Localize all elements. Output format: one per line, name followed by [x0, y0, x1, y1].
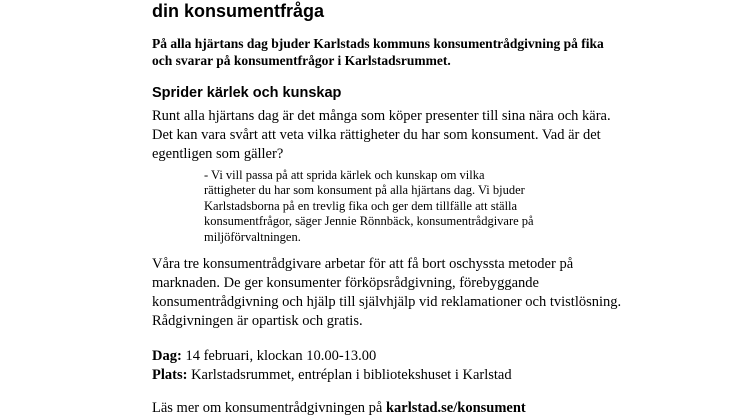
body-paragraph-1: Runt alla hjärtans dag är det många som köper presenter till sina nära och kära. Det kan vara svårt att veta vilka rättigheter du har som konsument. Vad är det egentligen som gäller?	[152, 108, 611, 162]
quote-paragraph: - Vi vill passa på att sprida kärlek och kunskap om vilka rättigheter du har som konsument på alla hjärtans dag. Vi bjuder Karlstadsborna på en trevlig fika och ger dem tillfälle att ställa konsumentfrågor, säger Jennie Rönnbäck, konsumentrådgivare på miljöförvaltningen.	[204, 168, 534, 244]
date-value: 14 februari, klockan 10.00-13.00	[181, 348, 377, 364]
document-title: din konsumentfråga	[152, 1, 325, 21]
section-heading: Sprider kärlek och kunskap	[152, 85, 342, 101]
date-label: Dag:	[152, 348, 182, 364]
place-label: Plats:	[152, 367, 188, 383]
body-paragraph-2: Våra tre konsumentrådgivare arbetar för att få bort oschyssta metoder på marknaden. De ger konsumenter förköpsrådgivning, förebyggande konsumentrådgivning och hjälp till självhjälp vid reklamationer och tvistlösning. Rådgivningen är opartisk och gratis.	[152, 256, 622, 329]
place-value: Karlstadsrummet, entréplan i bibliotekshuset i Karlstad	[187, 367, 512, 383]
read-more	[152, 399, 526, 418]
event-date	[152, 347, 376, 366]
read-more-text: Läs mer om konsumentrådgivningen på	[152, 400, 386, 416]
lead-paragraph: På alla hjärtans dag bjuder Karlstads kommuns konsumentrådgivning på fika och svarar på konsumentfrågor i Karlstadsrummet.	[152, 36, 604, 68]
event-place	[152, 366, 512, 385]
read-more-link[interactable]: karlstad.se/konsument	[385, 400, 526, 416]
